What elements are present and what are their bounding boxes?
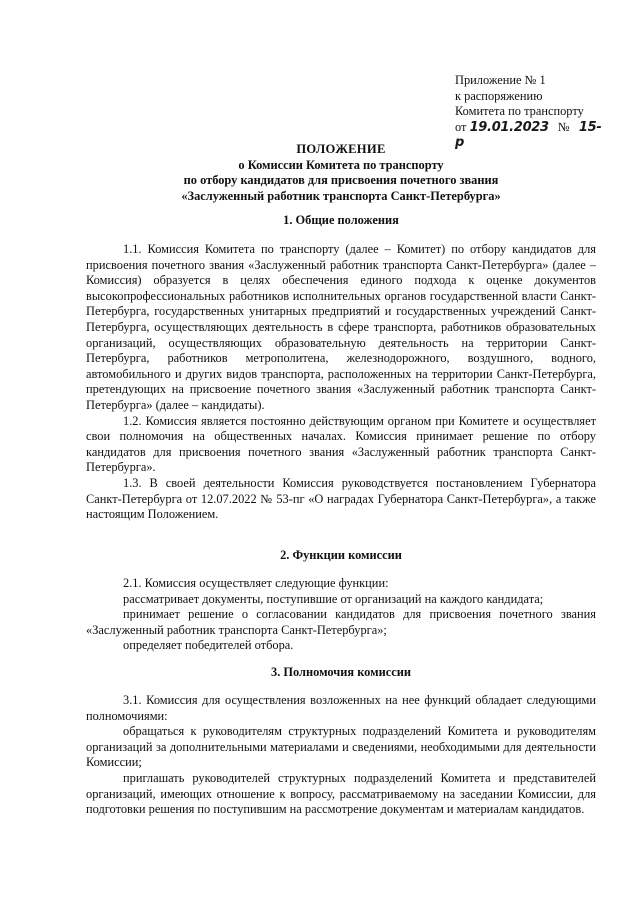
section-3-heading: 3. Полномочия комиссии	[271, 665, 411, 679]
paragraph-2-1: 2.1. Комиссия осуществляет следующие функции:	[123, 576, 389, 590]
section-1-heading: 1. Общие положения	[283, 213, 399, 227]
paragraph-2-item-2: принимает решение о согласовании кандидатов для присвоения почетного звания «Заслуженный работник транспорта Санкт-Петербурга»;	[86, 607, 596, 637]
title-line-4: «Заслуженный работник транспорта Санкт-Петербурга»	[181, 188, 501, 203]
title-line-3: по отбору кандидатов для присвоения почетного звания	[183, 173, 499, 188]
paragraph-1-2: 1.2. Комиссия является постоянно действующим органом при Комитете и осуществляет свои полномочия на общественных началах. Комиссия принимает решение по отбору кандидатов для присвоения почетного звания «Заслуженный работник транспорта Санкт-Петербурга».	[86, 413, 596, 475]
title-main: ПОЛОЖЕНИЕ	[296, 142, 386, 156]
paragraph-3-1: 3.1. Комиссия для осуществления возложенных на нее функций обладает следующими полномочиями:	[86, 693, 596, 723]
title-line-2: о Комиссии Комитета по транспорту	[238, 157, 444, 172]
annex-block	[455, 73, 605, 151]
section-2-body	[86, 576, 596, 654]
paragraph-2-item-1: рассматривает документы, поступившие от организаций на каждого кандидата;	[123, 591, 544, 606]
paragraph-3-item-2: приглашать руководителей структурных подразделений Комитета и представителей организаций, имеющих отношение к вопросу, рассматриваемому на заседании Комиссии, для подготовки решения по поступившим на рассмотрение документам и материалам кандидатов.	[86, 770, 596, 817]
annex-order-ref: к распоряжению	[455, 88, 543, 103]
annex-from-label: от	[455, 119, 467, 134]
paragraph-3-item-1: обращаться к руководителям структурных подразделений Комитета и руководителям организаций за дополнительными материалами и сведениями, необходимыми для деятельности Комиссии;	[86, 724, 596, 770]
annex-title: Приложение № 1	[455, 73, 546, 87]
annex-date: 19.01.2023	[469, 119, 549, 135]
annex-number: 15-р	[455, 119, 602, 151]
annex-number-sign: №	[557, 119, 570, 134]
paragraph-2-item-3: определяет победителей отбора.	[123, 638, 294, 653]
section-3-body	[86, 693, 596, 818]
paragraph-1-3: 1.3. В своей деятельности Комиссия руководствуется постановлением Губернатора Санкт-Петербурга от 12.07.2022 № 53-пг «О наградах Губернатора Санкт-Петербурга», а также настоящим Положением.	[86, 475, 596, 522]
annex-committee: Комитета по транспорту	[455, 104, 584, 119]
section-1-body	[86, 242, 596, 523]
paragraph-1-1: 1.1. Комиссия Комитета по транспорту (далее – Комитет) по отбору кандидатов для присвоения почетного звания «Заслуженный работник транспорта Санкт-Петербурга» (далее – Комиссия) образуется в целях обеспечения единого подхода к оценке документов высокопрофессиональных работников исполнительных органов государственной власти Санкт-Петербурга, государственных унитарных предприятий и государственных учреждений Санкт-Петербурга, осуществляющих деятельность в сфере транспорта, работников образовательных организаций, осуществляющих образовательную деятельность на территории Санкт-Петербурга, работников метрополитена, железнодорожного, воздушного, водного, автомобильного и других видов транспорта, расположенных на территории Санкт-Петербурга, претендующих на присвоение почетного звания «Заслуженный работник транспорта Санкт-Петербурга» (далее – кандидаты).	[86, 242, 596, 412]
section-2-heading: 2. Функции комиссии	[280, 548, 402, 562]
document-title	[86, 142, 596, 204]
